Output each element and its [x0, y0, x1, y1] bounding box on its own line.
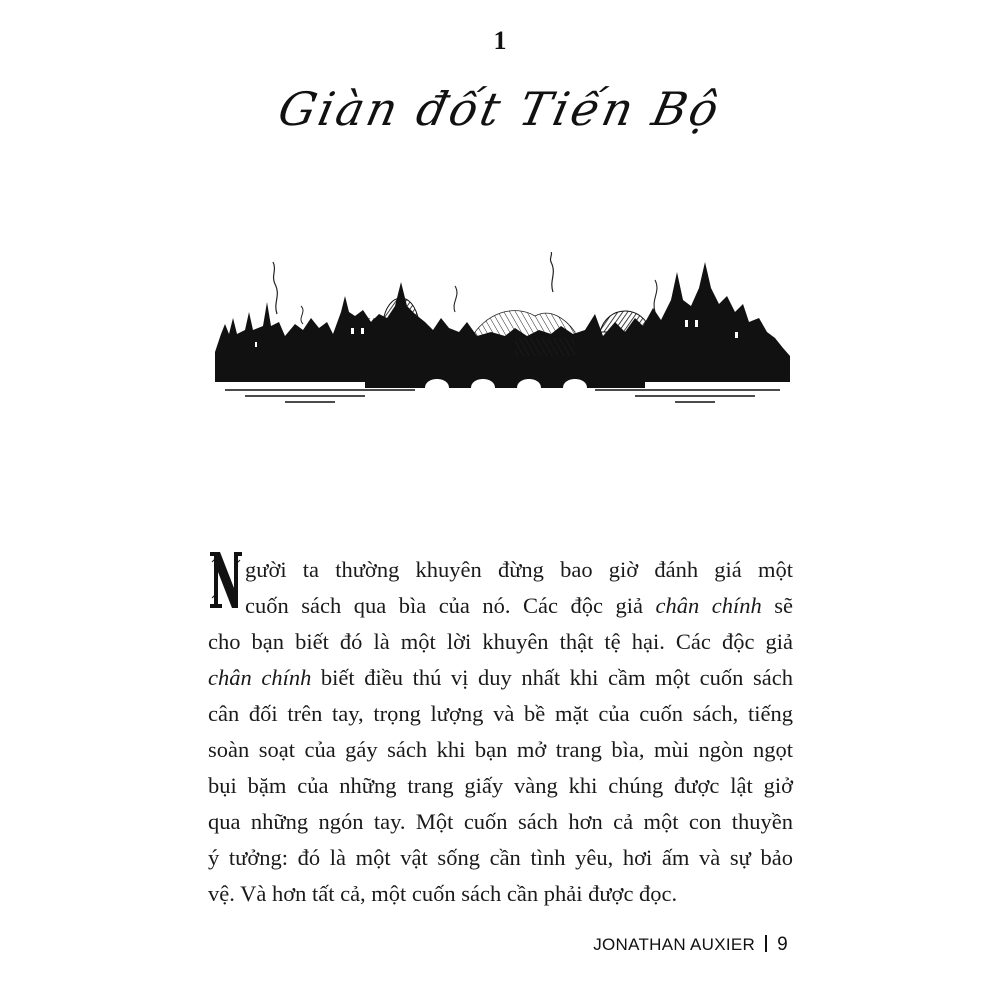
text-line: cân đối trên tay, trọng lượng và bề mặt của cuốn sách, tiếng: [208, 701, 793, 726]
footer-divider: [765, 935, 767, 952]
page-number: 9: [777, 934, 788, 955]
text-line: cho bạn biết đó là một lời khuyên thật tệ hại. Các độc giả: [208, 629, 793, 654]
chapter-number: 1: [493, 26, 507, 55]
chapter-body-text: [208, 552, 793, 912]
text-line: cuốn sách qua bìa của nó. Các độc giả chân chính sẽ: [245, 593, 793, 618]
page-footer: [593, 934, 788, 956]
chapter-title: Giàn đốt Tiến Bộ: [273, 82, 727, 136]
city-skyline-illustration: [215, 252, 790, 412]
text-line: vệ. Và hơn tất cả, một cuốn sách cần phải được đọc.: [208, 881, 678, 906]
text-line: bụi bặm của những trang giấy vàng khi chúng được lật giở: [208, 773, 793, 798]
emphasis-text: chân chính: [208, 665, 312, 690]
text-line: qua những ngón tay. Một cuốn sách hơn cả một con thuyền: [208, 809, 793, 834]
text-line: gười ta thường khuyên đừng bao giờ đánh giá một: [245, 557, 793, 582]
text-line: chân chính biết điều thú vị duy nhất khi cầm một cuốn sách: [208, 665, 793, 690]
text-line: soàn soạt của gáy sách khi bạn mở trang bìa, mùi ngòn ngọt: [208, 737, 793, 762]
author-name: JONATHAN AUXIER: [593, 935, 756, 954]
emphasis-text: chân chính: [655, 593, 762, 618]
text-line: ý tưởng: đó là một vật sống cần tình yêu, hơi ấm và sự bảo: [208, 845, 793, 870]
